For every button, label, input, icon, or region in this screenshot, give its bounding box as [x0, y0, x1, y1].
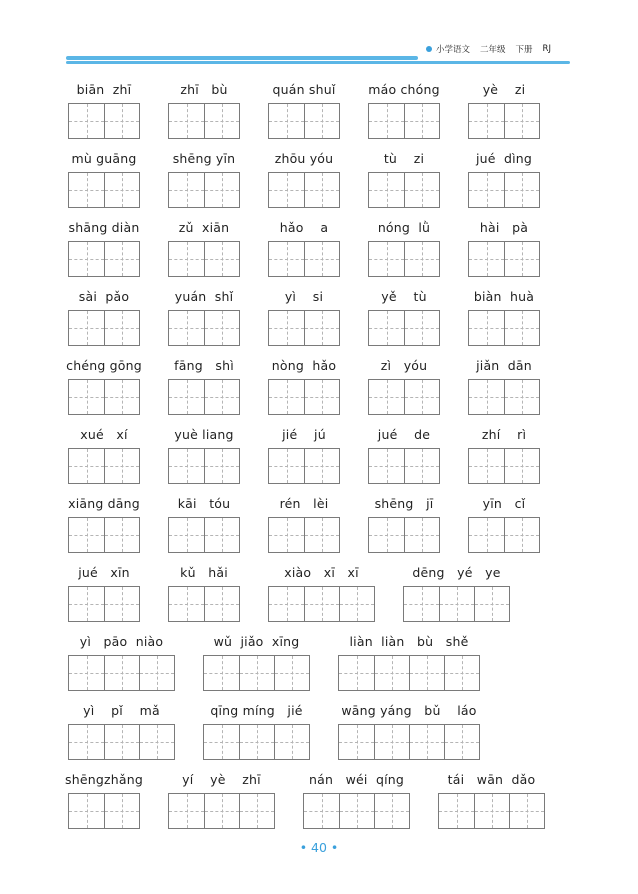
writing-grid[interactable]: [168, 103, 240, 139]
tianzige-cell[interactable]: [504, 173, 539, 207]
tianzige-cell[interactable]: [269, 173, 304, 207]
pinyin-label: yí yè zhī: [182, 772, 261, 787]
pinyin-label: fāng shì: [174, 358, 234, 373]
writing-grid[interactable]: [268, 379, 340, 415]
pinyin-label: sài pǎo: [78, 289, 130, 304]
tianzige-cell[interactable]: [69, 173, 104, 207]
tianzige-cell[interactable]: [204, 587, 239, 621]
tianzige-cell[interactable]: [69, 449, 104, 483]
tianzige-cell[interactable]: [374, 725, 409, 759]
tianzige-cell[interactable]: [404, 104, 439, 138]
tianzige-cell[interactable]: [304, 311, 339, 345]
pinyin-label: yě tù: [381, 289, 427, 304]
tianzige-cell[interactable]: [469, 518, 504, 552]
tianzige-cell[interactable]: [169, 104, 204, 138]
pinyin-label: chéng gōng: [66, 358, 142, 373]
tianzige-cell[interactable]: [169, 587, 204, 621]
tianzige-cell[interactable]: [169, 242, 204, 276]
tianzige-cell[interactable]: [374, 656, 409, 690]
tianzige-cell[interactable]: [409, 656, 444, 690]
pinyin-label: yuè liang: [174, 427, 234, 442]
writing-grid[interactable]: [68, 586, 140, 622]
bullet-dot-icon: [426, 46, 432, 52]
tianzige-cell[interactable]: [269, 311, 304, 345]
tianzige-cell[interactable]: [169, 518, 204, 552]
tianzige-cell[interactable]: [304, 380, 339, 414]
tianzige-cell[interactable]: [104, 380, 139, 414]
tianzige-cell[interactable]: [339, 794, 374, 828]
writing-grid[interactable]: [303, 793, 410, 829]
pinyin-label: nòng hǎo: [271, 358, 337, 373]
tianzige-cell[interactable]: [504, 242, 539, 276]
pinyin-label: wǔ jiǎo xīng: [213, 634, 300, 649]
writing-grid[interactable]: [368, 379, 440, 415]
tianzige-cell[interactable]: [104, 104, 139, 138]
tianzige-cell[interactable]: [69, 725, 104, 759]
writing-grid[interactable]: [438, 793, 545, 829]
pinyin-label: shēng yīn: [172, 151, 236, 166]
writing-grid[interactable]: [338, 655, 480, 691]
writing-grid[interactable]: [168, 517, 240, 553]
tianzige-cell[interactable]: [269, 242, 304, 276]
pinyin-label: jié jú: [282, 427, 326, 442]
tianzige-cell[interactable]: [404, 380, 439, 414]
writing-grid[interactable]: [168, 793, 275, 829]
pinyin-label: zǔ xiān: [178, 220, 230, 235]
tianzige-cell[interactable]: [69, 104, 104, 138]
pinyin-label: dēng yé ye: [412, 565, 501, 580]
writing-grid[interactable]: [268, 172, 340, 208]
tianzige-cell[interactable]: [369, 449, 404, 483]
tianzige-cell[interactable]: [69, 242, 104, 276]
tianzige-cell[interactable]: [69, 380, 104, 414]
book-grade: 二年级: [480, 45, 506, 55]
book-volume: 下册: [515, 45, 533, 55]
writing-grid[interactable]: [168, 379, 240, 415]
writing-grid[interactable]: [368, 241, 440, 277]
tianzige-cell[interactable]: [439, 794, 474, 828]
pinyin-label: yì pāo niào: [79, 634, 164, 649]
writing-grid[interactable]: [203, 724, 310, 760]
tianzige-cell[interactable]: [444, 656, 479, 690]
writing-grid[interactable]: [268, 103, 340, 139]
tianzige-cell[interactable]: [369, 311, 404, 345]
tianzige-cell[interactable]: [69, 656, 104, 690]
tianzige-cell[interactable]: [169, 311, 204, 345]
tianzige-cell[interactable]: [469, 104, 504, 138]
tianzige-cell[interactable]: [104, 725, 139, 759]
tianzige-cell[interactable]: [269, 587, 304, 621]
tianzige-cell[interactable]: [204, 380, 239, 414]
tianzige-cell[interactable]: [269, 449, 304, 483]
pinyin-label: xiāng dāng: [68, 496, 140, 511]
pinyin-label: máo chóng: [368, 82, 440, 97]
writing-grid[interactable]: [468, 172, 540, 208]
tianzige-cell[interactable]: [469, 449, 504, 483]
tianzige-cell[interactable]: [204, 104, 239, 138]
pinyin-label: xué xí: [80, 427, 128, 442]
pinyin-label: liàn liàn bù shě: [349, 634, 469, 649]
tianzige-cell[interactable]: [104, 587, 139, 621]
tianzige-cell[interactable]: [104, 242, 139, 276]
pinyin-label: hǎo a: [279, 220, 329, 235]
tianzige-cell[interactable]: [104, 794, 139, 828]
pinyin-label: quán shuǐ: [272, 82, 336, 97]
writing-grid[interactable]: [68, 379, 140, 415]
writing-grid[interactable]: [468, 379, 540, 415]
tianzige-cell[interactable]: [104, 518, 139, 552]
writing-grid[interactable]: [268, 586, 375, 622]
writing-grid[interactable]: [468, 448, 540, 484]
tianzige-cell[interactable]: [409, 725, 444, 759]
pinyin-label: yuán shǐ: [174, 289, 234, 304]
pinyin-label: yīn cǐ: [482, 496, 526, 511]
pinyin-label: yè zi: [482, 82, 526, 97]
pinyin-label: hài pà: [479, 220, 529, 235]
tianzige-cell[interactable]: [444, 725, 479, 759]
writing-grid[interactable]: [68, 724, 175, 760]
tianzige-cell[interactable]: [304, 794, 339, 828]
tianzige-cell[interactable]: [169, 449, 204, 483]
tianzige-cell[interactable]: [339, 587, 374, 621]
tianzige-cell[interactable]: [304, 518, 339, 552]
tianzige-cell[interactable]: [104, 449, 139, 483]
writing-grid[interactable]: [68, 172, 140, 208]
writing-grid[interactable]: [368, 172, 440, 208]
tianzige-cell[interactable]: [469, 173, 504, 207]
writing-grid[interactable]: [268, 310, 340, 346]
tianzige-cell[interactable]: [274, 656, 309, 690]
tianzige-cell[interactable]: [239, 794, 274, 828]
tianzige-cell[interactable]: [69, 587, 104, 621]
writing-grid[interactable]: [168, 310, 240, 346]
tianzige-cell[interactable]: [404, 587, 439, 621]
writing-grid[interactable]: [68, 793, 140, 829]
tianzige-cell[interactable]: [404, 449, 439, 483]
tianzige-cell[interactable]: [474, 587, 509, 621]
pinyin-label: kāi tóu: [177, 496, 231, 511]
tianzige-cell[interactable]: [304, 449, 339, 483]
tianzige-cell[interactable]: [169, 380, 204, 414]
tianzige-cell[interactable]: [404, 518, 439, 552]
pinyin-label: yì pǐ mǎ: [83, 703, 160, 718]
writing-grid[interactable]: [468, 517, 540, 553]
writing-grid[interactable]: [168, 241, 240, 277]
writing-grid[interactable]: [338, 724, 480, 760]
pinyin-label: zì yóu: [380, 358, 428, 373]
writing-grid[interactable]: [203, 655, 310, 691]
tianzige-cell[interactable]: [139, 656, 174, 690]
tianzige-cell[interactable]: [304, 104, 339, 138]
writing-grid[interactable]: [168, 172, 240, 208]
writing-grid[interactable]: [368, 517, 440, 553]
writing-grid[interactable]: [368, 448, 440, 484]
book-info: [426, 43, 551, 55]
tianzige-cell[interactable]: [504, 380, 539, 414]
pinyin-label: nóng lǜ: [377, 220, 431, 235]
tianzige-cell[interactable]: [239, 656, 274, 690]
tianzige-cell[interactable]: [439, 587, 474, 621]
tianzige-cell[interactable]: [139, 725, 174, 759]
pinyin-label: tái wān dǎo: [447, 772, 536, 787]
tianzige-cell[interactable]: [269, 518, 304, 552]
tianzige-cell[interactable]: [69, 794, 104, 828]
writing-grid[interactable]: [268, 448, 340, 484]
writing-grid[interactable]: [268, 241, 340, 277]
tianzige-cell[interactable]: [304, 587, 339, 621]
pinyin-label: tù zi: [383, 151, 425, 166]
tianzige-cell[interactable]: [369, 518, 404, 552]
tianzige-cell[interactable]: [369, 242, 404, 276]
pinyin-label: zhī bù: [180, 82, 228, 97]
tianzige-cell[interactable]: [369, 104, 404, 138]
tianzige-cell[interactable]: [339, 656, 374, 690]
tianzige-cell[interactable]: [504, 311, 539, 345]
pinyin-label: mù guāng: [71, 151, 137, 166]
pinyin-label: shāng diàn: [68, 220, 140, 235]
tianzige-cell[interactable]: [504, 104, 539, 138]
writing-grid[interactable]: [468, 241, 540, 277]
tianzige-cell[interactable]: [469, 242, 504, 276]
header-bar-bottom-stripe: [66, 61, 570, 64]
writing-grid[interactable]: [368, 103, 440, 139]
writing-grid[interactable]: [68, 517, 140, 553]
tianzige-cell[interactable]: [274, 725, 309, 759]
tianzige-cell[interactable]: [104, 311, 139, 345]
tianzige-cell[interactable]: [69, 518, 104, 552]
pinyin-label: rén lèi: [279, 496, 329, 511]
pinyin-label: jiǎn dān: [476, 358, 532, 373]
pinyin-label: kǔ hǎi: [180, 565, 228, 580]
tianzige-cell[interactable]: [204, 518, 239, 552]
book-subject: 小学语文: [436, 45, 471, 55]
book-edition: RJ: [542, 44, 551, 54]
tianzige-cell[interactable]: [169, 794, 204, 828]
pinyin-label: zhí rì: [481, 427, 527, 442]
pinyin-label: jué dìng: [475, 151, 533, 166]
header-bar: [66, 56, 570, 64]
tianzige-cell[interactable]: [204, 656, 239, 690]
tianzige-cell[interactable]: [104, 173, 139, 207]
writing-grid[interactable]: [68, 103, 140, 139]
tianzige-cell[interactable]: [204, 725, 239, 759]
pinyin-label: shēngzhǎng: [65, 772, 143, 787]
tianzige-cell[interactable]: [204, 794, 239, 828]
pinyin-label: jué xīn: [78, 565, 130, 580]
writing-grid[interactable]: [68, 655, 175, 691]
pinyin-label: shēng jī: [374, 496, 434, 511]
writing-grid[interactable]: [403, 586, 510, 622]
tianzige-cell[interactable]: [104, 656, 139, 690]
writing-grid[interactable]: [468, 310, 540, 346]
tianzige-cell[interactable]: [304, 173, 339, 207]
tianzige-cell[interactable]: [339, 725, 374, 759]
pinyin-label: xiào xī xī: [284, 565, 359, 580]
writing-grid[interactable]: [168, 448, 240, 484]
tianzige-cell[interactable]: [369, 380, 404, 414]
tianzige-cell[interactable]: [404, 311, 439, 345]
page-number: • 40 •: [299, 840, 339, 855]
tianzige-cell[interactable]: [204, 173, 239, 207]
header-bar-top-stripe: [66, 56, 418, 60]
tianzige-cell[interactable]: [469, 311, 504, 345]
writing-grid[interactable]: [68, 310, 140, 346]
tianzige-cell[interactable]: [204, 311, 239, 345]
writing-grid[interactable]: [168, 586, 240, 622]
writing-grid[interactable]: [268, 517, 340, 553]
pinyin-label: biàn huà: [473, 289, 535, 304]
tianzige-cell[interactable]: [304, 242, 339, 276]
writing-grid[interactable]: [368, 310, 440, 346]
pinyin-label: nán wéi qíng: [308, 772, 405, 787]
tianzige-cell[interactable]: [504, 449, 539, 483]
pinyin-label: biān zhī: [76, 82, 132, 97]
pinyin-label: zhōu yóu: [274, 151, 334, 166]
pinyin-label: jué de: [377, 427, 431, 442]
tianzige-cell[interactable]: [469, 380, 504, 414]
tianzige-cell[interactable]: [204, 449, 239, 483]
writing-grid[interactable]: [468, 103, 540, 139]
tianzige-cell[interactable]: [504, 518, 539, 552]
tianzige-cell[interactable]: [169, 173, 204, 207]
pinyin-label: yì si: [284, 289, 324, 304]
pinyin-label: wāng yáng bǔ láo: [341, 703, 477, 718]
tianzige-cell[interactable]: [509, 794, 544, 828]
writing-grid[interactable]: [68, 241, 140, 277]
tianzige-cell[interactable]: [404, 173, 439, 207]
writing-grid[interactable]: [68, 448, 140, 484]
pinyin-label: qīng míng jié: [210, 703, 303, 718]
tianzige-cell[interactable]: [204, 242, 239, 276]
tianzige-cell[interactable]: [369, 173, 404, 207]
tianzige-cell[interactable]: [404, 242, 439, 276]
tianzige-cell[interactable]: [239, 725, 274, 759]
tianzige-cell[interactable]: [69, 311, 104, 345]
tianzige-cell[interactable]: [269, 380, 304, 414]
tianzige-cell[interactable]: [374, 794, 409, 828]
tianzige-cell[interactable]: [474, 794, 509, 828]
tianzige-cell[interactable]: [269, 104, 304, 138]
